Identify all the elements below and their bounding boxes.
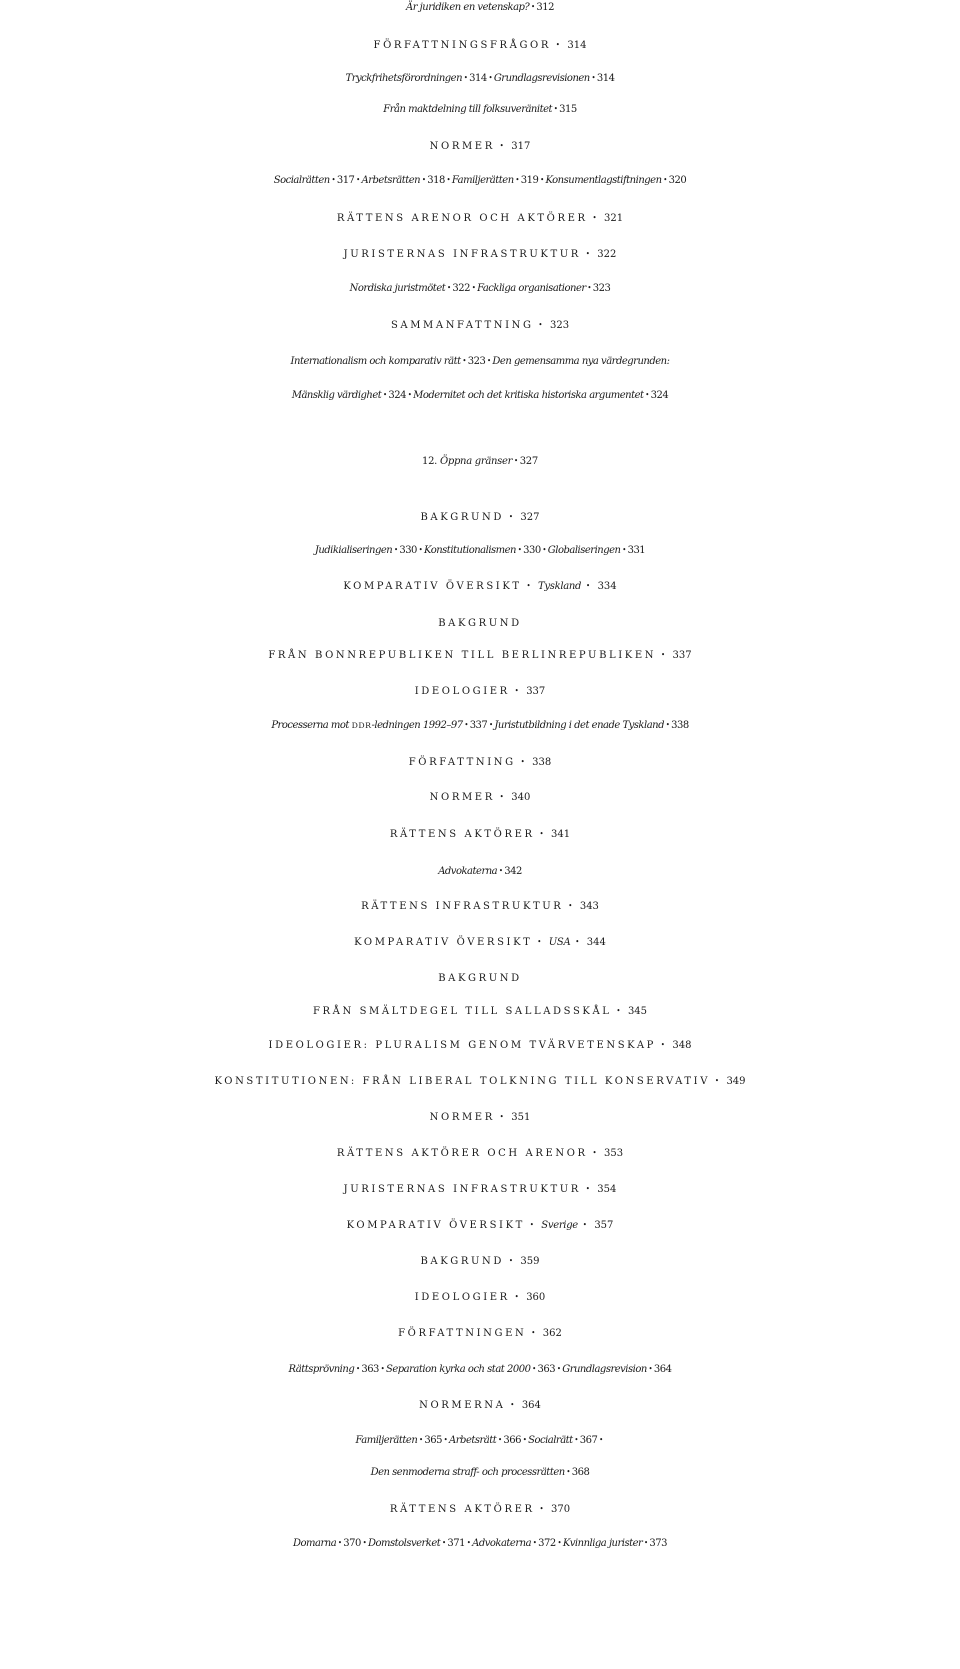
toc-line bbox=[0, 581, 960, 592]
page-number: 351 bbox=[511, 1112, 531, 1123]
bullet-separator: • bbox=[611, 1007, 628, 1016]
bullet-separator: • bbox=[497, 867, 505, 876]
entry-title: Tryckfrihetsförordningen bbox=[345, 73, 463, 84]
toc-line bbox=[0, 545, 960, 556]
chapter-title: Öppna gränser bbox=[439, 456, 513, 467]
page-number: 331 bbox=[627, 545, 646, 556]
bullet-separator: • bbox=[354, 176, 362, 185]
entry-title: Modernitet och det kritiska historiska argumentet bbox=[413, 390, 644, 401]
bullet-separator: • bbox=[360, 1539, 368, 1548]
bullet-separator: • bbox=[505, 1401, 522, 1410]
bullet-separator: • bbox=[462, 721, 470, 730]
bullet-separator: • bbox=[524, 1221, 542, 1230]
bullet-separator: • bbox=[406, 391, 414, 400]
toc-line bbox=[0, 866, 960, 877]
page-number: 362 bbox=[542, 1328, 562, 1339]
page-number: 348 bbox=[672, 1040, 692, 1051]
bullet-separator: • bbox=[469, 284, 478, 293]
section-heading: RÄTTENS AKTÖRER bbox=[389, 829, 535, 840]
page-number: 330 bbox=[399, 545, 417, 556]
bullet-separator: • bbox=[509, 1293, 527, 1302]
toc-line bbox=[0, 1256, 960, 1267]
bullet-separator: • bbox=[642, 1539, 650, 1548]
bullet-separator: • bbox=[494, 142, 512, 151]
section-heading: RÄTTENS ARENOR OCH AKTÖRER bbox=[336, 213, 588, 224]
toc-line bbox=[0, 1467, 960, 1478]
section-heading: NORMER bbox=[429, 1112, 495, 1123]
bullet-separator: • bbox=[532, 938, 549, 947]
toc-line bbox=[0, 175, 960, 186]
section-heading: RÄTTENS AKTÖRER OCH ARENOR bbox=[336, 1148, 588, 1159]
entry-title: Judikialiseringen bbox=[314, 545, 393, 556]
bullet-separator: • bbox=[329, 176, 337, 185]
page-number: 367 bbox=[579, 1435, 598, 1446]
country-name: Tyskland bbox=[538, 581, 582, 592]
toc-line bbox=[0, 792, 960, 803]
bullet-separator: • bbox=[485, 357, 493, 366]
page-number: 322 bbox=[597, 249, 617, 260]
entry-title: Den senmoderna straff- och processrätten bbox=[370, 1467, 565, 1478]
bullet-separator: • bbox=[444, 176, 452, 185]
bullet-separator: • bbox=[445, 284, 453, 293]
section-heading: JURISTERNAS INFRASTRUKTUR bbox=[343, 249, 581, 260]
bullet-separator: • bbox=[581, 582, 598, 591]
toc-line bbox=[0, 1364, 960, 1375]
bullet-separator: • bbox=[465, 1539, 473, 1548]
toc-line bbox=[0, 1184, 960, 1195]
page-number: 357 bbox=[594, 1220, 614, 1231]
page-number: 338 bbox=[532, 757, 552, 768]
toc-line bbox=[0, 1148, 960, 1159]
bullet-separator: • bbox=[530, 1365, 538, 1374]
page-number: 370 bbox=[551, 1504, 571, 1515]
bullet-separator: • bbox=[563, 902, 580, 911]
bullet-separator: • bbox=[494, 1113, 512, 1122]
page-number: 344 bbox=[586, 937, 606, 948]
entry-title: Nordiska juristmötet bbox=[349, 283, 446, 294]
section-heading: IDEOLOGIER bbox=[414, 686, 510, 697]
toc-line bbox=[0, 618, 960, 629]
toc-line bbox=[0, 650, 960, 661]
section-heading: KOMPARATIV ÖVERSIKT bbox=[343, 581, 522, 592]
page-number: 324 bbox=[388, 390, 406, 401]
page-number: 345 bbox=[627, 1006, 648, 1017]
toc-line bbox=[0, 829, 960, 840]
page-number: 317 bbox=[336, 175, 355, 186]
entry-title: Arbetsrätt bbox=[449, 1435, 497, 1446]
bullet-separator: • bbox=[646, 1365, 654, 1374]
page-number: 314 bbox=[469, 73, 487, 84]
page-number: 324 bbox=[650, 390, 669, 401]
entry-title: Från maktdelning till folksuveränitet bbox=[383, 104, 553, 115]
bullet-separator: • bbox=[378, 1365, 387, 1374]
toc-line bbox=[0, 249, 960, 260]
bullet-separator: • bbox=[564, 1468, 572, 1477]
entry-title: Familjerätten bbox=[355, 1435, 418, 1446]
toc-line bbox=[0, 973, 960, 984]
entry-title: Socialrätt bbox=[528, 1435, 573, 1446]
bullet-separator: • bbox=[661, 176, 669, 185]
bullet-separator: • bbox=[440, 1539, 448, 1548]
bullet-separator: • bbox=[516, 546, 524, 555]
bullet-separator: • bbox=[540, 546, 548, 555]
page-number: 366 bbox=[503, 1435, 521, 1446]
toc-line bbox=[0, 320, 960, 331]
bullet-separator: • bbox=[526, 1329, 543, 1338]
entry-title: Familjerätten bbox=[451, 175, 514, 186]
page-number: 318 bbox=[427, 175, 445, 186]
entry-title: Är juridiken en vetenskap? bbox=[406, 2, 530, 13]
toc-line bbox=[0, 1076, 960, 1087]
bullet-separator: • bbox=[572, 1436, 580, 1445]
page-number: 334 bbox=[597, 581, 617, 592]
toc-line bbox=[0, 73, 960, 84]
toc-line bbox=[0, 1328, 960, 1339]
bullet-separator: • bbox=[580, 1185, 598, 1194]
bullet-separator: • bbox=[392, 546, 400, 555]
section-heading: KOMPARATIV ÖVERSIKT bbox=[346, 1220, 525, 1231]
page-number: 360 bbox=[526, 1292, 546, 1303]
page-number: 322 bbox=[452, 283, 470, 294]
bullet-separator: • bbox=[521, 582, 539, 591]
entry-title: Processerna mot bbox=[271, 720, 349, 731]
toc-line bbox=[0, 686, 960, 697]
section-heading: KONSTITUTIONEN: FRÅN LIBERAL TOLKNING TILL KONSERVATIV bbox=[214, 1076, 711, 1087]
toc-line bbox=[0, 720, 960, 731]
bullet-separator: • bbox=[620, 546, 628, 555]
bullet-separator: • bbox=[513, 176, 521, 185]
bullet-separator: • bbox=[531, 1539, 539, 1548]
bullet-separator: • bbox=[534, 830, 552, 839]
entry-title: Socialrätten bbox=[273, 175, 330, 186]
page-number: 337 bbox=[526, 686, 546, 697]
bullet-separator: • bbox=[570, 938, 587, 947]
page-number: 372 bbox=[538, 1538, 556, 1549]
bullet-separator: • bbox=[504, 513, 521, 522]
page-number: 317 bbox=[511, 141, 531, 152]
toc-line bbox=[0, 901, 960, 912]
bullet-separator: • bbox=[487, 721, 495, 730]
entry-title: Advokaterna bbox=[472, 1538, 532, 1549]
entry-title: -ledningen 1992–97 bbox=[371, 720, 463, 731]
page-number: 340 bbox=[511, 792, 531, 803]
page-number: 364 bbox=[653, 1364, 672, 1375]
section-heading: IDEOLOGIER: PLURALISM GENOM TVÄRVETENSKAP bbox=[268, 1040, 656, 1051]
toc-line bbox=[0, 141, 960, 152]
section-heading: BAKGRUND bbox=[438, 618, 522, 629]
page-number: 338 bbox=[671, 720, 689, 731]
entry-title: Domarna bbox=[292, 1538, 337, 1549]
toc-line bbox=[0, 283, 960, 294]
page-number: 364 bbox=[521, 1400, 541, 1411]
bullet-separator: • bbox=[550, 41, 568, 50]
bullet-separator: • bbox=[441, 1436, 450, 1445]
page-number: 365 bbox=[424, 1435, 442, 1446]
bullet-separator: • bbox=[587, 214, 605, 223]
section-heading: FÖRFATTNINGEN bbox=[398, 1328, 527, 1339]
bullet-separator: • bbox=[515, 758, 533, 767]
section-heading: FÖRFATTNING bbox=[408, 757, 516, 768]
toc-line bbox=[0, 1538, 960, 1549]
toc-line bbox=[0, 104, 960, 115]
toc-line bbox=[0, 1292, 960, 1303]
page-number: 349 bbox=[726, 1076, 746, 1087]
bullet-separator: • bbox=[655, 1041, 673, 1050]
bullet-separator: • bbox=[512, 457, 520, 466]
entry-title: Internationalism och komparativ rätt bbox=[290, 356, 461, 367]
bullet-separator: • bbox=[462, 74, 470, 83]
bullet-separator: • bbox=[664, 721, 672, 730]
bullet-separator: • bbox=[589, 74, 597, 83]
section-heading: FÖRFATTNINGSFRÅGOR bbox=[373, 40, 551, 51]
entry-title: Grundlagsrevision bbox=[562, 1364, 647, 1375]
bullet-separator: • bbox=[587, 1149, 605, 1158]
entry-title: Advokaterna bbox=[438, 866, 498, 877]
abbreviation: DDR bbox=[351, 721, 372, 730]
bullet-separator: • bbox=[416, 546, 425, 555]
bullet-separator: • bbox=[580, 250, 598, 259]
toc-line bbox=[0, 1504, 960, 1515]
toc-line bbox=[0, 1435, 960, 1446]
page-number: 327 bbox=[520, 512, 540, 523]
chapter-number: 12. bbox=[422, 456, 438, 467]
toc-line bbox=[0, 757, 960, 768]
bullet-separator: • bbox=[496, 1436, 504, 1445]
section-heading: BAKGRUND bbox=[420, 1256, 505, 1267]
bullet-separator: • bbox=[534, 1505, 552, 1514]
section-heading: JURISTERNAS INFRASTRUKTUR bbox=[343, 1184, 581, 1195]
toc-line bbox=[0, 1006, 960, 1017]
page-number: 371 bbox=[447, 1538, 465, 1549]
toc-line bbox=[0, 937, 960, 948]
page-number: 363 bbox=[361, 1364, 379, 1375]
bullet-separator: • bbox=[643, 391, 651, 400]
section-heading: RÄTTENS INFRASTRUKTUR bbox=[361, 901, 564, 912]
entry-title: Rättsprövning bbox=[288, 1364, 355, 1375]
page-number: 315 bbox=[559, 104, 577, 115]
toc-line bbox=[0, 40, 960, 51]
bullet-separator: • bbox=[486, 74, 494, 83]
bullet-separator: • bbox=[597, 1436, 605, 1445]
country-name: Sverige bbox=[541, 1220, 578, 1231]
bullet-separator: • bbox=[460, 357, 468, 366]
toc-line bbox=[0, 2, 960, 13]
bullet-separator: • bbox=[504, 1257, 521, 1266]
section-heading: SAMMANFATTNING bbox=[390, 320, 534, 331]
page-number: 359 bbox=[520, 1256, 540, 1267]
entry-title: Arbetsrätten bbox=[361, 175, 421, 186]
bullet-separator: • bbox=[577, 1221, 595, 1230]
toc-line bbox=[0, 1040, 960, 1051]
page-number: 342 bbox=[504, 866, 522, 877]
entry-title: Konsumentlagstiftningen bbox=[545, 175, 662, 186]
entry-title: Separation kyrka och stat 2000 bbox=[386, 1364, 531, 1375]
bullet-separator: • bbox=[538, 176, 546, 185]
section-heading: NORMER bbox=[429, 792, 495, 803]
country-name: USA bbox=[548, 937, 571, 948]
page-number: 323 bbox=[549, 320, 570, 331]
page-number: 353 bbox=[604, 1148, 624, 1159]
bullet-separator: • bbox=[494, 793, 512, 802]
bullet-separator: • bbox=[381, 391, 389, 400]
page-number: 312 bbox=[536, 2, 554, 13]
section-heading: IDEOLOGIER bbox=[414, 1292, 510, 1303]
page-number: 354 bbox=[597, 1184, 617, 1195]
entry-title: Globaliseringen bbox=[547, 545, 621, 556]
bullet-separator: • bbox=[354, 1365, 362, 1374]
toc-line bbox=[0, 213, 960, 224]
page-number: 343 bbox=[579, 901, 599, 912]
bullet-separator: • bbox=[552, 105, 560, 114]
entry-title: Juristutbildning i det enade Tyskland bbox=[494, 720, 664, 731]
section-heading: NORMERNA bbox=[419, 1400, 506, 1411]
toc-line bbox=[0, 356, 960, 367]
page-number: 373 bbox=[649, 1538, 668, 1549]
bullet-separator: • bbox=[417, 1436, 425, 1445]
bullet-separator: • bbox=[533, 321, 550, 330]
section-heading: BAKGRUND bbox=[420, 512, 505, 523]
page-number: 319 bbox=[520, 175, 539, 186]
bullet-separator: • bbox=[521, 1436, 529, 1445]
bullet-separator: • bbox=[336, 1539, 344, 1548]
entry-title: Fackliga organisationer bbox=[477, 283, 586, 294]
section-heading: RÄTTENS AKTÖRER bbox=[389, 1504, 535, 1515]
toc-line bbox=[0, 1220, 960, 1231]
entry-title: Konstitutionalismen bbox=[424, 545, 516, 556]
section-heading: FRÅN BONNREPUBLIKEN TILL BERLINREPUBLIKEN bbox=[268, 650, 657, 661]
entry-title: Grundlagsrevisionen bbox=[493, 73, 590, 84]
page-number: 320 bbox=[668, 175, 687, 186]
page-number: 314 bbox=[596, 73, 615, 84]
section-heading: KOMPARATIV ÖVERSIKT bbox=[354, 937, 533, 948]
entry-title: Mänsklig värdighet bbox=[291, 390, 382, 401]
bullet-separator: • bbox=[529, 3, 537, 12]
bullet-separator: • bbox=[555, 1365, 563, 1374]
bullet-separator: • bbox=[555, 1539, 563, 1548]
toc-line bbox=[0, 390, 960, 401]
page-number: 330 bbox=[523, 545, 541, 556]
bullet-separator: • bbox=[420, 176, 428, 185]
toc-line bbox=[0, 1112, 960, 1123]
bullet-separator: • bbox=[656, 651, 673, 660]
page-number: 337 bbox=[672, 650, 692, 661]
entry-title: Kvinnliga jurister bbox=[562, 1538, 643, 1549]
page-number: 363 bbox=[537, 1364, 556, 1375]
toc-line bbox=[0, 456, 960, 467]
page-number: 337 bbox=[469, 720, 488, 731]
page-number: 323 bbox=[592, 283, 611, 294]
bullet-separator: • bbox=[509, 687, 527, 696]
section-heading: NORMER bbox=[429, 141, 495, 152]
toc-line bbox=[0, 1400, 960, 1411]
page-number: 370 bbox=[343, 1538, 361, 1549]
bullet-separator: • bbox=[710, 1077, 727, 1086]
section-heading: FRÅN SMÄLTDEGEL TILL SALLADSSKÅL bbox=[312, 1006, 612, 1017]
bullet-separator: • bbox=[585, 284, 593, 293]
page-number: 327 bbox=[519, 456, 538, 467]
page-number: 341 bbox=[551, 829, 571, 840]
page-number: 323 bbox=[467, 356, 486, 367]
page-number: 321 bbox=[604, 213, 624, 224]
page-number: 314 bbox=[567, 40, 587, 51]
toc-line bbox=[0, 512, 960, 523]
entry-title: Den gemensamma nya värdegrunden: bbox=[492, 356, 670, 367]
entry-title: Domstolsverket bbox=[367, 1538, 441, 1549]
section-heading: BAKGRUND bbox=[438, 973, 522, 984]
page-number: 368 bbox=[571, 1467, 590, 1478]
